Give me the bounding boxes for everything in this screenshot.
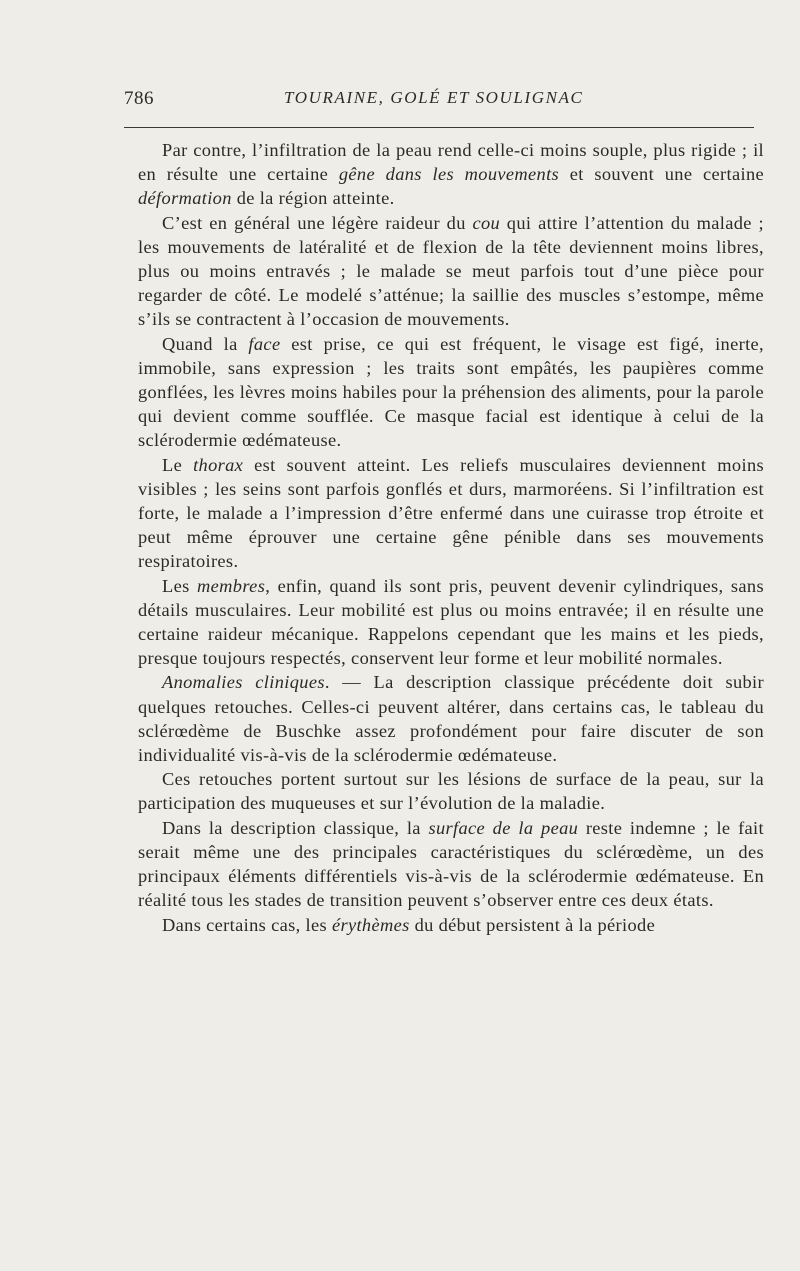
paragraph: Anomalies cliniques. — La description classique précédente doit subir quelques retouches. Celles-ci peuvent altérer, dans certains cas, le tableau du sclérœdème de Buschke assez profondément pour faire discuter de son individualité vis-à-vis de la sclérodermie œdémateuse.: [138, 672, 764, 766]
emphasis: érythèmes: [331, 914, 410, 935]
emphasis: surface de la peau: [428, 817, 579, 838]
emphasis: membres: [197, 575, 266, 596]
header-rule: [124, 127, 754, 128]
section-heading: Anomalies cliniques: [162, 672, 325, 693]
paragraph: Quand la face est prise, ce qui est fréquent, le visage est figé, inerte, immobile, sans expression ; les traits sont empâtés, les paupières comme gonflées, les lèvres moins habiles pour la préhension des aliments, pour la parole qui devient comme soufflée. Ce masque facial est identique à celui de la sclérodermie œdémateuse.: [138, 333, 764, 451]
paragraph: Le thorax est souvent atteint. Les reliefs musculaires deviennent moins visibles ; les seins sont parfois gonflés et durs, marmoréens. Si l’infiltration est forte, le malade a l’impression d’être enfermé dans une cuirasse trop étroite et peut même éprouver une certaine gêne pénible dans ses mouvements respiratoires.: [138, 454, 764, 572]
body-text: [138, 138, 764, 937]
emphasis: face: [248, 333, 281, 354]
paragraph: Par contre, l’infiltration de la peau rend celle-ci moins souple, plus rigide ; il en résulte une certaine gêne dans les mouvements et souvent une certaine déformation de la région atteinte.: [138, 140, 764, 209]
paragraph: Dans la description classique, la surface de la peau reste indemne ; le fait serait même une des principales caractéristiques du sclérœdème, un des principaux éléments différentiels vis-à-vis de la sclérodermie œdémateuse. En réalité tous les stades de transition peuvent s’observer entre ces deux états.: [138, 817, 764, 911]
emphasis: gêne dans les mouvements: [338, 164, 560, 185]
emphasis: cou: [472, 212, 501, 233]
emphasis: thorax: [193, 454, 244, 475]
paragraph: Dans certains cas, les érythèmes du début persistent à la période: [162, 914, 656, 935]
page-header: [124, 88, 764, 122]
emphasis: déformation: [138, 188, 232, 209]
paragraph: C’est en général une légère raideur du cou qui attire l’attention du malade ; les mouvements de latéralité et de flexion de la tête deviennent moins libres, plus ou moins entravés ; le malade se meut parfois tout d’une pièce pour regarder de côté. Le modelé s’atténue; la saillie des muscles s’estompe, même s’ils se contractent à l’occasion de mouvements.: [138, 212, 765, 330]
paragraph: Les membres, enfin, quand ils sont pris, peuvent devenir cylindriques, sans détails musculaires. Leur mobilité est plus ou moins entravée; il en résulte une certaine raideur mécanique. Rappelons cependant que les mains et les pieds, presque toujours respectés, conservent leur forme et leur mobilité normales.: [138, 575, 764, 669]
paragraph: Ces retouches portent surtout sur les lésions de surface de la peau, sur la participation des muqueuses et sur l’évolution de la maladie.: [138, 769, 764, 814]
page-number: 786: [124, 88, 154, 109]
running-head: TOURAINE, GOLÉ ET SOULIGNAC: [284, 88, 584, 107]
